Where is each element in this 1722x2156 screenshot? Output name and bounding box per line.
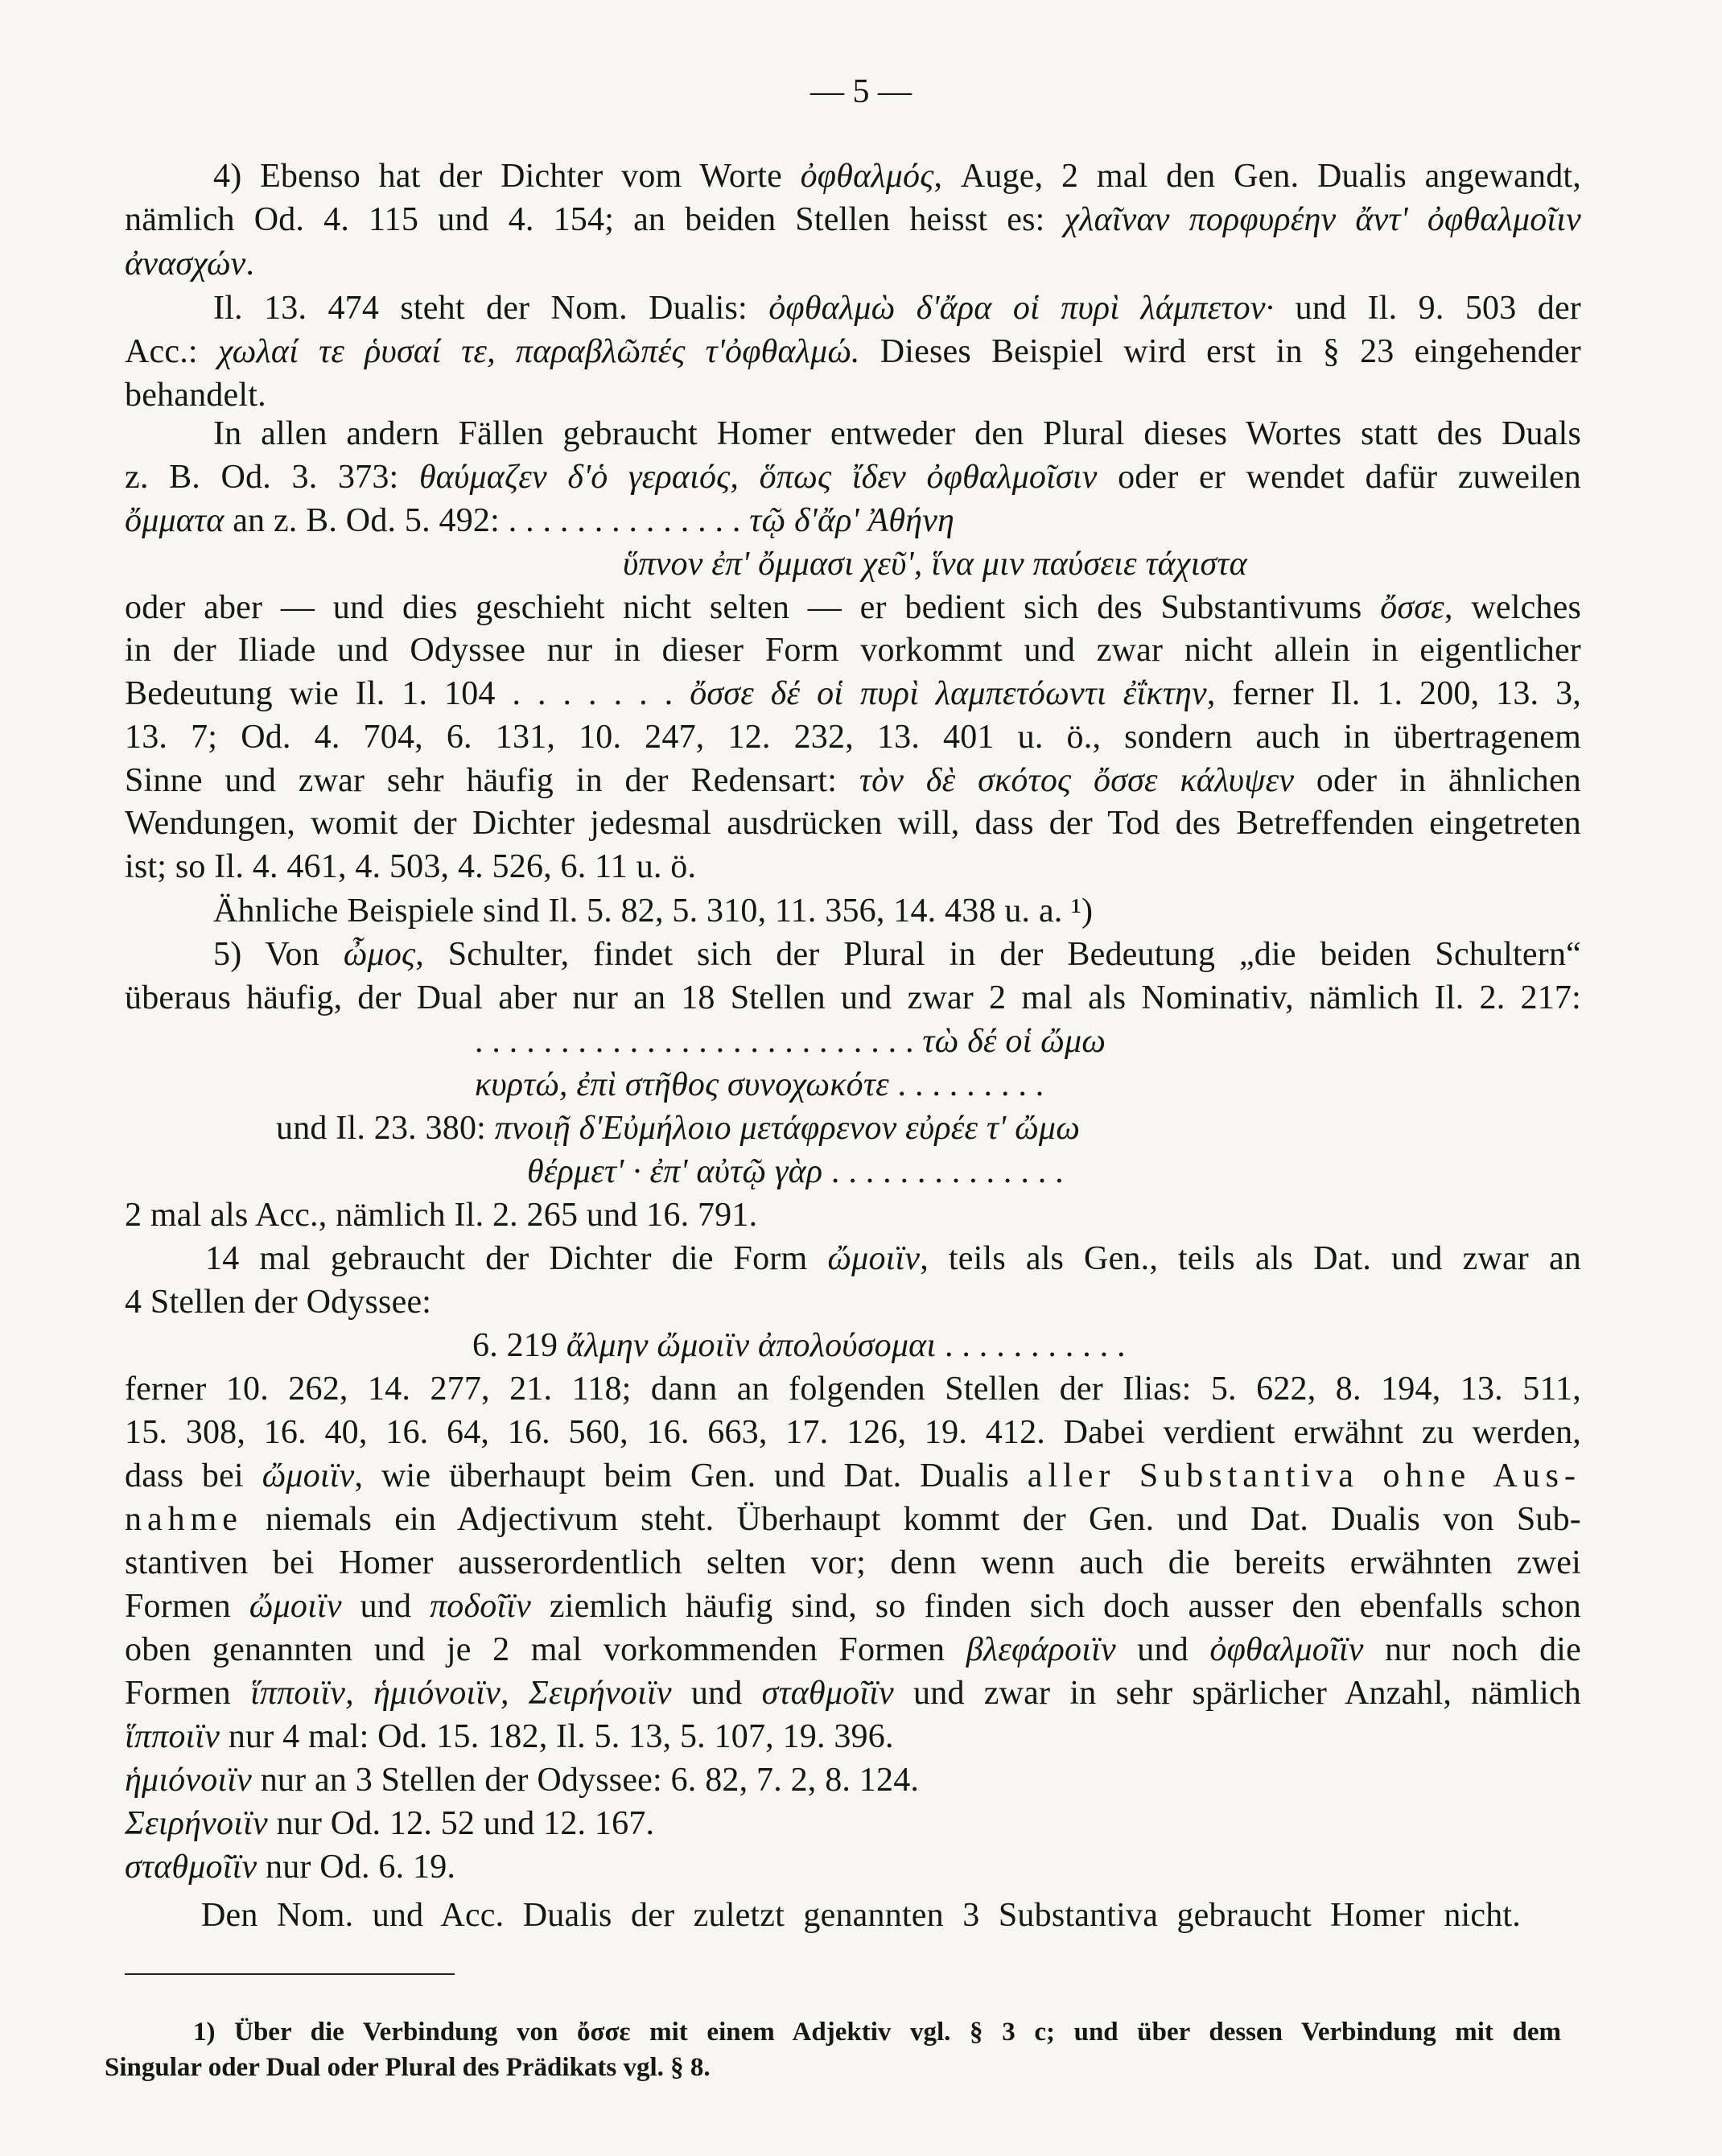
text-line: Den Nom. und Acc. Dualis der zuletzt genannten 3 Substantiva gebraucht Homer nicht. [201, 1897, 1521, 1934]
text-line: Sinne und zwar sehr häufig in der Redensart: τὸν δὲ σκότος ὄσσε κάλυψεν oder in ähnlichen [125, 762, 1581, 799]
text-line: überaus häufig, der Dual aber nur an 18 Stellen und zwar 2 mal als Nominativ, nämlich Il. 2. 217: [125, 979, 1581, 1016]
text-line: ferner 10. 262, 14. 277, 21. 118; dann an folgenden Stellen der Ilias: 5. 622, 8. 194, 13. 511, [125, 1371, 1581, 1408]
text-line: oder aber — und dies geschieht nicht selten — er bedient sich des Substantivums ὄσσε, welches [125, 589, 1581, 626]
text-line: Acc.: χωλαί τε ῥυσαί τε, παραβλῶπές τ'ὀφθαλμώ. Dieses Beispiel wird erst in § 23 eingehender [125, 333, 1581, 370]
text-line: 13. 7; Od. 4. 704, 6. 131, 10. 247, 12. 232, 13. 401 u. ö., sondern auch in übertragenem [125, 719, 1581, 756]
text-line: Formen ἵπποιϊν, ἡμιόνοιϊν, Σειρήνοιϊν und σταθμοῖϊν und zwar in sehr spärlicher Anzahl, nämlich [125, 1675, 1581, 1712]
text-line: 4) Ebenso hat der Dichter vom Worte ὀφθαλμός, Auge, 2 mal den Gen. Dualis angewandt, [213, 158, 1581, 195]
text-line: ἡμιόνοιϊν nur an 3 Stellen der Odyssee: 6. 82, 7. 2, 8. 124. [125, 1762, 920, 1799]
text-line: stantiven bei Homer ausserordentlich selten vor; denn wenn auch die bereits erwähnten zwei [125, 1544, 1581, 1581]
text-line: Wendungen, womit der Dichter jedesmal ausdrücken will, dass der Tod des Betreffenden eingetreten [125, 805, 1581, 842]
text-line: In allen andern Fällen gebraucht Homer entweder den Plural dieses Wortes statt des Duals [213, 415, 1581, 452]
text-line: 2 mal als Acc., nämlich Il. 2. 265 und 16. 791. [125, 1197, 758, 1234]
text-line: Bedeutung wie Il. 1. 104 . . . . . . . ὄσσε δέ οἱ πυρὶ λαμπετόωντι ἐΐκτην, ferner Il. 1. 200, 13. 3, [125, 675, 1581, 712]
verse-line: und Il. 23. 380: πνοιῇ δ'Εὐμήλοιο μετάφρενον εὐρέε τ' ὤμω [276, 1110, 1081, 1147]
text-line: 5) Von ὦμος, Schulter, findet sich der Plural in der Bedeutung „die beiden Schultern“ [213, 936, 1581, 973]
verse-line: κυρτώ, ἐπὶ στῆθος συνοχωκότε . . . . . . . . . [475, 1066, 1044, 1103]
text-line: in der Iliade und Odyssee nur in dieser Form vorkommt und zwar nicht allein in eigentlicher [125, 632, 1581, 669]
text-line: 14 mal gebraucht der Dichter die Form ὤμοιϊν, teils als Gen., teils als Dat. und zwar an [205, 1240, 1581, 1277]
text-line: behandelt. [125, 377, 266, 414]
footnote-line: 1) Über die Verbindung von ὄσσε mit einem Adjektiv vgl. § 3 c; und über dessen Verbindung mit dem [193, 2018, 1561, 2047]
verse-line: ὕπνον ἐπ' ὄμμασι χεῦ', ἵνα μιν παύσειε τάχιστα [623, 546, 1247, 583]
footnote-rule [125, 1973, 455, 1975]
text-line: Il. 13. 474 steht der Nom. Dualis: ὀφθαλμὼ δ'ἄρα οἱ πυρὶ λάμπετον· und Il. 9. 503 der [213, 290, 1581, 327]
text-line: σταθμοῖϊν nur Od. 6. 19. [125, 1849, 456, 1886]
text-line: 4 Stellen der Odyssee: [125, 1284, 432, 1321]
text-line: nahme niemals ein Adjectivum steht. Überhaupt kommt der Gen. und Dat. Dualis von Sub- [125, 1501, 1581, 1538]
text-line: ἵπποιϊν nur 4 mal: Od. 15. 182, Il. 5. 13, 5. 107, 19. 396. [125, 1718, 894, 1755]
text-line: ὄμματα an z. B. Od. 5. 492: . . . . . . . . . . . . . . τῷ δ'ἄρ' Ἀθήνη [125, 502, 955, 539]
text-line: Formen ὤμοιϊν und ποδοῖϊν ziemlich häufig sind, so finden sich doch ausser den ebenfalls schon [125, 1588, 1581, 1625]
page-number: — 5 — [810, 73, 912, 110]
verse-line: θέρμετ' · ἐπ' αὐτῷ γὰρ . . . . . . . . . . . . . . [527, 1153, 1064, 1190]
text-line: Σειρήνοιϊν nur Od. 12. 52 und 12. 167. [125, 1805, 655, 1842]
footnote-line: Singular oder Dual oder Plural des Prädikats vgl. § 8. [105, 2053, 711, 2082]
text-line: z. B. Od. 3. 373: θαύμαζεν δ'ὁ γεραιός, ὅπως ἴδεν ὀφθαλμοῖσιν oder er wendet dafür zuweilen [125, 459, 1581, 496]
verse-line: . . . . . . . . . . . . . . . . . . . . . . . . . . τὼ δέ οἱ ὤμω [475, 1023, 1106, 1060]
verse-line: 6. 219 ἄλμην ὤμοιϊν ἀπολούσομαι . . . . . . . . . . . [472, 1327, 1126, 1364]
text-line: ist; so Il. 4. 461, 4. 503, 4. 526, 6. 11 u. ö. [125, 848, 697, 885]
text-line: dass bei ὤμοιϊν, wie überhaupt beim Gen. und Dat. Dualis aller Substantiva ohne Aus- [125, 1457, 1582, 1494]
text-line: oben genannten und je 2 mal vorkommenden Formen βλεφάροιϊν und ὀφθαλμοῖϊν nur noch die [125, 1631, 1581, 1668]
text-line: Ähnliche Beispiele sind Il. 5. 82, 5. 310, 11. 356, 14. 438 u. a. ¹) [213, 892, 1094, 930]
text-line: 15. 308, 16. 40, 16. 64, 16. 560, 16. 663, 17. 126, 19. 412. Dabei verdient erwähnt zu werden, [125, 1414, 1581, 1451]
text-line: nämlich Od. 4. 115 und 4. 154; an beiden Stellen heisst es: χλαῖναν πορφυρέην ἄντ' ὀφθαλμοῖιν [125, 201, 1581, 238]
text-line: ἀνασχών. [125, 245, 255, 282]
